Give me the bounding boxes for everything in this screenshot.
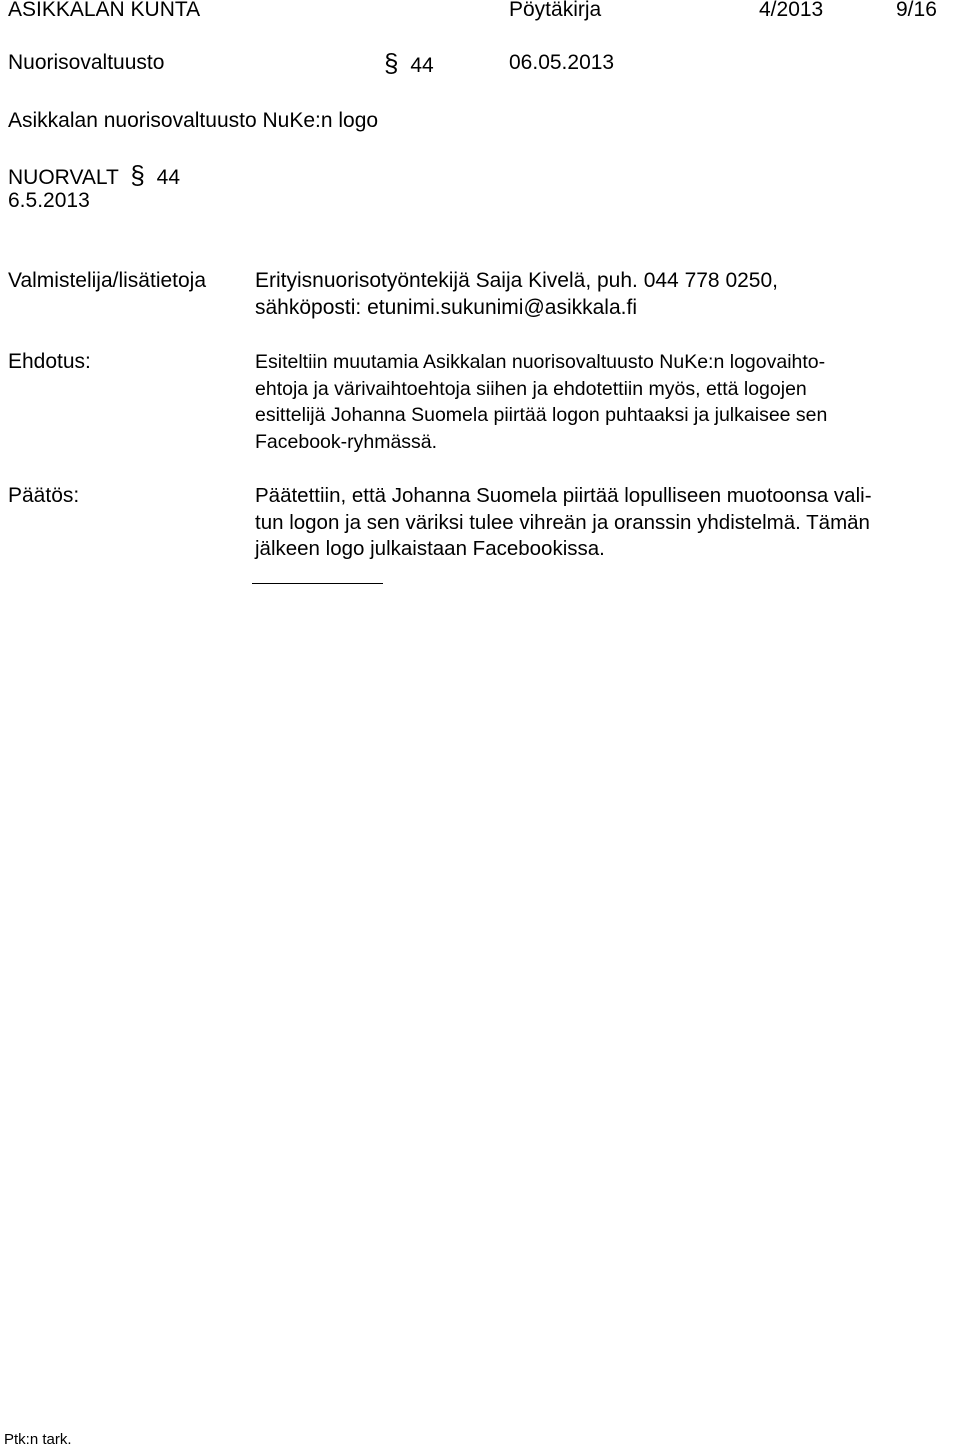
preparer-contact-line-1: Erityisnuorisotyöntekijä Saija Kivelä, puh. 044 778 0250, <box>255 269 778 292</box>
page-number: 9/16 <box>896 0 937 21</box>
section-symbol: § <box>384 48 399 78</box>
meeting-date: 06.05.2013 <box>509 51 615 74</box>
matter-title: Asikkalan nuorisovaltuusto NuKe:n logo <box>8 109 379 132</box>
minutes-number: 4/2013 <box>759 0 824 21</box>
proposal-label: Ehdotus: <box>8 350 91 373</box>
section-end-rule <box>252 583 383 584</box>
decision-label: Päätös: <box>8 484 80 507</box>
reference-code: NUORVALT <box>8 166 119 189</box>
section-reference <box>384 48 434 78</box>
section-number: 44 <box>410 54 434 77</box>
preparer-contact-line-2: sähköposti: etunimi.sukunimi@asikkala.fi <box>255 296 637 319</box>
decision-line: Päätettiin, että Johanna Suomela piirtää lopulliseen muotoonsa vali- <box>255 484 872 507</box>
decision-line: jälkeen logo julkaistaan Facebookissa. <box>255 537 605 561</box>
decision-line: tun logon ja sen väriksi tulee vihreän ja oranssin yhdistelmä. Tämän <box>255 510 870 534</box>
proposal-line: ehtoja ja värivaihtoehtoja siihen ja ehdotettiin myös, että logojen <box>255 377 807 400</box>
meeting-body: Nuorisovaltuusto <box>8 51 165 74</box>
preparer-label: Valmistelija/lisätietoja <box>8 269 207 292</box>
reference-section-number: 44 <box>156 166 180 189</box>
proposal-line: Esiteltiin muutamia Asikkalan nuorisovaltuusto NuKe:n logovaihto- <box>255 351 826 373</box>
minutes-review-note: Ptk:n tark. <box>4 1431 72 1448</box>
document-type: Pöytäkirja <box>509 0 602 21</box>
proposal-line: esittelijä Johanna Suomela piirtää logon puhtaaksi ja julkaisee sen <box>255 404 828 427</box>
proposal-line: Facebook-ryhmässä. <box>255 431 438 454</box>
decision-text <box>255 483 955 563</box>
organization-name: ASIKKALAN KUNTA <box>8 0 201 21</box>
reference-section-symbol: § <box>130 160 145 190</box>
reference-date: 6.5.2013 <box>8 189 90 212</box>
matter-reference <box>8 160 180 190</box>
proposal-text <box>255 349 955 456</box>
